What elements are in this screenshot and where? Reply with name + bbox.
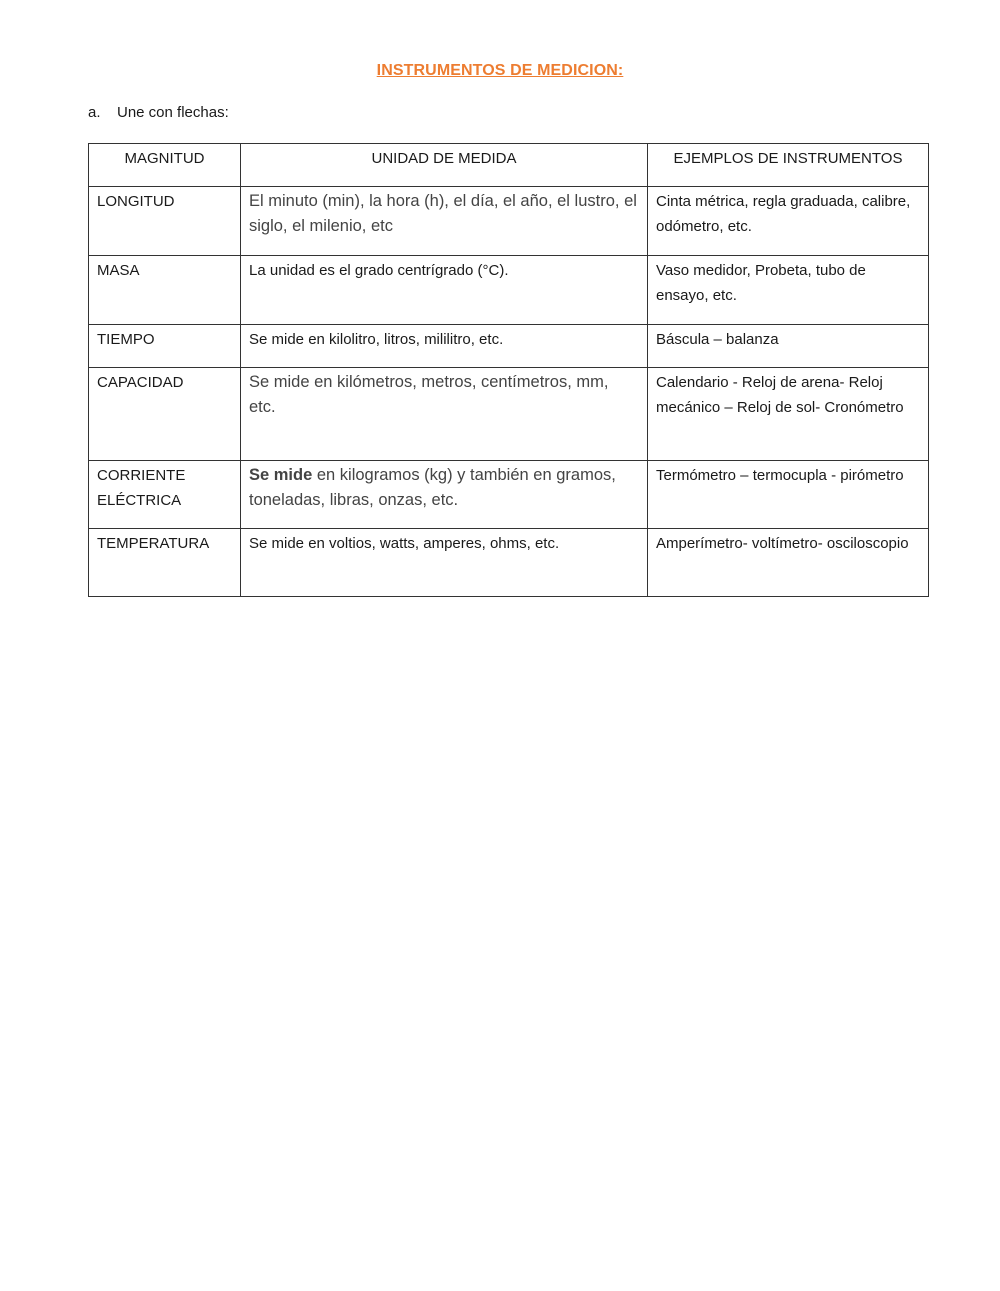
unidad-rest: en kilogramos (kg) y también en gramos, toneladas, libras, onzas, etc.	[249, 466, 616, 509]
unidad-cell: El minuto (min), la hora (h), el día, el año, el lustro, el siglo, el milenio, etc	[241, 187, 648, 256]
ejemplos-cell: Amperímetro- voltímetro- osciloscopio	[648, 529, 929, 597]
magnitud-cell: TIEMPO	[89, 325, 241, 368]
unidad-bold-lead: Se mide	[249, 466, 313, 484]
table-row	[89, 325, 929, 368]
unidad-cell: Se mide en kilolitro, litros, mililitro, etc.	[241, 325, 648, 368]
table-header-row	[89, 144, 929, 187]
magnitud-cell: TEMPERATURA	[89, 529, 241, 597]
unidad-cell: Se mide en voltios, watts, amperes, ohms, etc.	[241, 529, 648, 597]
table-row	[89, 187, 929, 256]
matching-table	[88, 143, 929, 597]
unidad-cell: Se mide en kilómetros, metros, centímetros, mm, etc.	[241, 368, 648, 461]
header-magnitud: MAGNITUD	[89, 144, 241, 187]
magnitud-cell: MASA	[89, 256, 241, 325]
header-unidad: UNIDAD DE MEDIDA	[241, 144, 648, 187]
ejemplos-cell: Báscula – balanza	[648, 325, 929, 368]
unidad-cell: La unidad es el grado centrígrado (°C).	[241, 256, 648, 325]
ejemplos-cell: Vaso medidor, Probeta, tubo de ensayo, etc.	[648, 256, 929, 325]
table-row	[89, 368, 929, 461]
instruction-marker: a.	[88, 104, 101, 121]
ejemplos-cell: Termómetro – termocupla - pirómetro	[648, 461, 929, 529]
instruction-text: Une con flechas:	[117, 104, 229, 121]
ejemplos-cell: Calendario - Reloj de arena- Reloj mecánico – Reloj de sol- Cronómetro	[648, 368, 929, 461]
header-ejemplos: EJEMPLOS DE INSTRUMENTOS	[648, 144, 929, 187]
magnitud-cell: LONGITUD	[89, 187, 241, 256]
page-title: INSTRUMENTOS DE MEDICION:	[376, 62, 624, 79]
magnitud-cell: CAPACIDAD	[89, 368, 241, 461]
table-row	[89, 529, 929, 597]
table-row	[89, 256, 929, 325]
unidad-cell	[241, 461, 648, 529]
instruction	[88, 104, 229, 121]
table-row	[89, 461, 929, 529]
magnitud-cell: CORRIENTE ELÉCTRICA	[89, 461, 241, 529]
ejemplos-cell: Cinta métrica, regla graduada, calibre, odómetro, etc.	[648, 187, 929, 256]
